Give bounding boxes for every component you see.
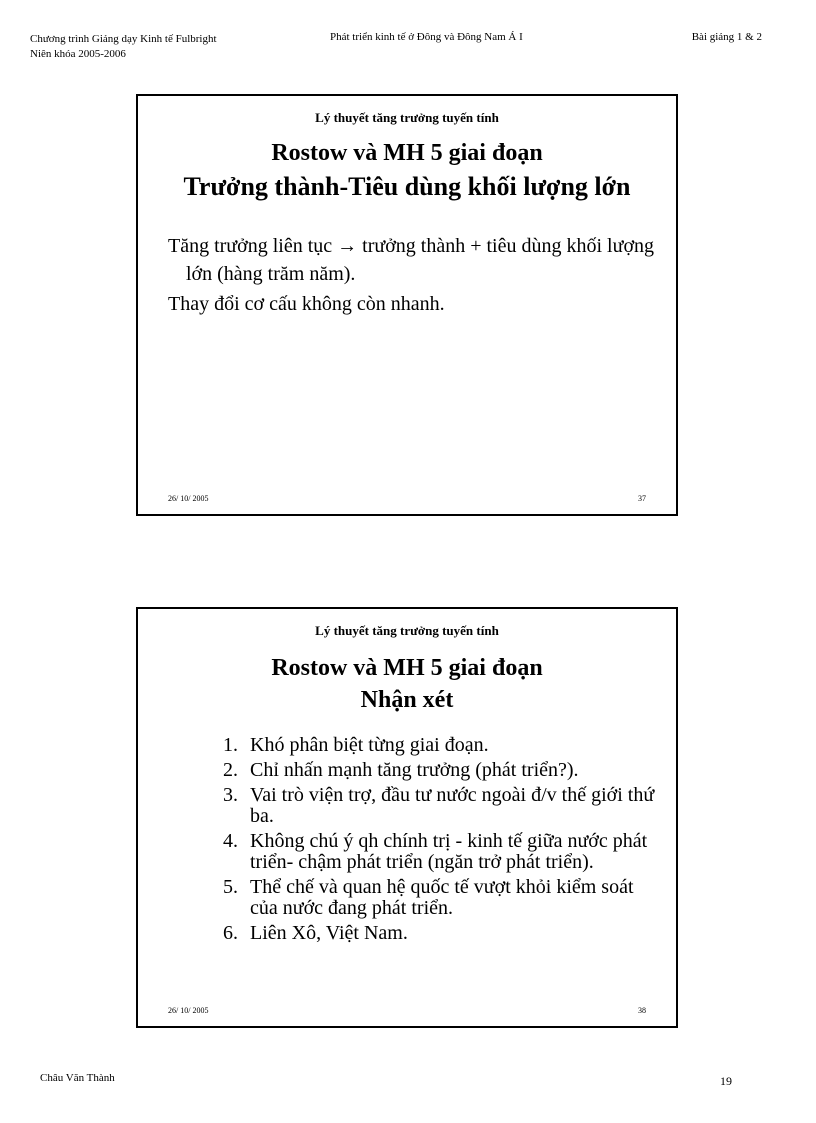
list-item <box>204 735 658 756</box>
list-item-number: 1. <box>223 734 238 756</box>
list-item-text: Không chú ý qh chính trị - kinh tế giữa nước phát triển- chậm phát triển (ngăn trở phát triển). <box>250 830 648 873</box>
header-course-title: Phát triển kinh tế ở Đông và Đông Nam Á I <box>330 31 523 43</box>
slide-37 <box>136 94 678 516</box>
footer-author: Châu Văn Thành <box>40 1072 115 1084</box>
list-item-text: Vai trò viện trợ, đầu tư nước ngoài đ/v thế giới thứ ba. <box>250 784 655 827</box>
slide-kicker: Lý thuyết tăng trưởng tuyến tính <box>315 623 499 638</box>
slide-title: Rostow và MH 5 giai đoạn <box>271 140 543 166</box>
footer-page-number: 19 <box>720 1074 732 1088</box>
slide-kicker: Lý thuyết tăng trưởng tuyến tính <box>315 110 499 125</box>
critique-list <box>204 735 658 948</box>
header-program <box>30 32 217 62</box>
header-program-name: Chương trình Giảng dạy Kinh tế Fulbright <box>30 33 217 45</box>
list-item-number: 5. <box>223 876 238 898</box>
list-item-text: Chỉ nhấn mạnh tăng trưởng (phát triển?). <box>250 759 579 781</box>
slide-date: 26/ 10/ 2005 <box>168 1006 209 1015</box>
slide-subtitle: Nhận xét <box>360 687 454 713</box>
header-lecture-number: Bài giảng 1 & 2 <box>691 31 762 43</box>
slide-38 <box>136 607 678 1028</box>
list-item <box>204 923 658 944</box>
list-item-text: Khó phân biệt từng giai đoạn. <box>250 734 489 756</box>
list-item <box>204 760 658 781</box>
list-item <box>204 831 658 873</box>
list-item <box>204 785 658 827</box>
slide-date: 26/ 10/ 2005 <box>168 494 209 503</box>
slide-subtitle: Trưởng thành-Tiêu dùng khối lượng lớn <box>183 172 631 201</box>
list-item <box>204 877 658 919</box>
list-item-text: Thể chế và quan hệ quốc tế vượt khỏi kiểm soát của nước đang phát triển. <box>250 876 634 919</box>
slide-body <box>168 232 656 320</box>
slide-number: 37 <box>638 494 646 503</box>
slide-title: Rostow và MH 5 giai đoạn <box>271 655 543 681</box>
header-academic-year: Niên khóa 2005-2006 <box>30 48 126 60</box>
slide-paragraph: Tăng trưởng liên tục → trưởng thành + tiêu dùng khối lượng lớn (hàng trăm năm). <box>168 235 655 285</box>
list-item-number: 6. <box>223 922 238 944</box>
slide-number: 38 <box>638 1006 646 1015</box>
list-item-number: 2. <box>223 759 238 781</box>
list-item-number: 3. <box>223 784 238 806</box>
slide-paragraph: Thay đổi cơ cấu không còn nhanh. <box>168 293 445 315</box>
list-item-text: Liên Xô, Việt Nam. <box>250 922 408 944</box>
list-item-number: 4. <box>223 830 238 852</box>
